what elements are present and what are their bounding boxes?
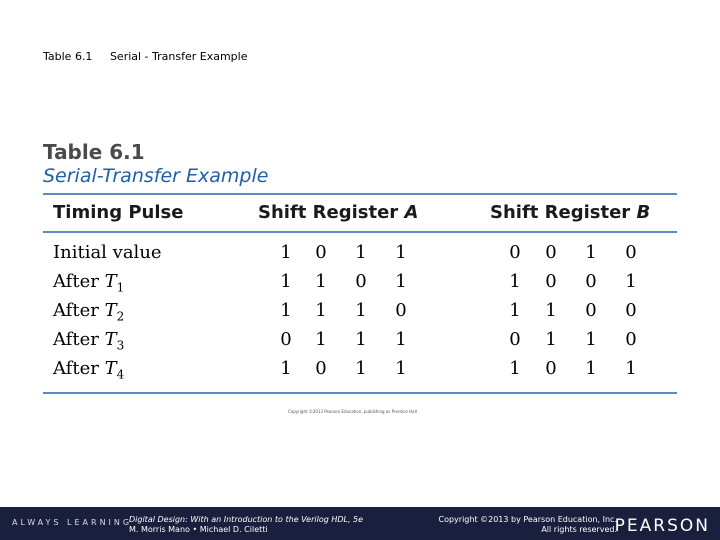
- row-label-text: After: [53, 329, 105, 350]
- row-label: [53, 242, 162, 263]
- row-label-var: T: [104, 358, 117, 379]
- header-a-var: A: [404, 202, 419, 223]
- row-label: [53, 358, 124, 382]
- register-a-bit: 1: [395, 329, 407, 350]
- register-a-bit: 1: [355, 300, 367, 321]
- register-a-bit: 0: [395, 300, 407, 321]
- register-a-bit: 1: [395, 358, 407, 379]
- book-title: Digital Design: With an Introduction to the Verilog HDL, 5e: [129, 515, 364, 524]
- register-b-bit: 0: [509, 242, 521, 263]
- slide-title: [43, 50, 247, 63]
- always-learning-text: ALWAYS LEARNING: [12, 518, 133, 527]
- register-b-bit: 0: [545, 242, 557, 263]
- row-label-text: After: [53, 271, 105, 292]
- register-a-bit: 0: [280, 329, 292, 350]
- row-label-sub: 4: [116, 367, 125, 382]
- row-label-var: T: [104, 271, 117, 292]
- register-a-bit: 1: [280, 358, 292, 379]
- table-label: Table 6.1: [43, 140, 145, 164]
- slide-title-text: Serial - Transfer Example: [109, 50, 248, 63]
- register-b-bit: 1: [585, 242, 597, 263]
- pearson-logo: PEARSON: [614, 516, 710, 536]
- header-b-var: B: [636, 202, 651, 223]
- copyright-block: [438, 515, 617, 535]
- register-b-bit: 1: [585, 358, 597, 379]
- header-shift-register-a: [258, 202, 418, 223]
- copyright-line: Copyright ©2013 by Pearson Education, Inc.: [438, 515, 617, 524]
- book-info: [129, 515, 363, 535]
- register-b-bit: 1: [509, 271, 521, 292]
- register-a-bit: 1: [315, 300, 327, 321]
- row-label: [53, 271, 124, 295]
- register-b-bit: 0: [585, 300, 597, 321]
- register-b-bit: 1: [625, 271, 637, 292]
- row-label-sub: 1: [116, 280, 125, 295]
- small-copyright: Copyright ©2013 Pearson Education, publishing as Prentice Hall: [288, 409, 417, 414]
- book-authors: M. Morris Mano • Michael D. Ciletti: [129, 525, 268, 534]
- register-a-bit: 0: [315, 358, 327, 379]
- register-b-bit: 1: [585, 329, 597, 350]
- row-label-text: Initial value: [53, 242, 162, 263]
- row-label-sub: 3: [116, 338, 125, 353]
- table-header-rule: [43, 231, 677, 233]
- register-b-bit: 0: [625, 242, 637, 263]
- register-a-bit: 1: [280, 300, 292, 321]
- header-shift-register-b: [490, 202, 650, 223]
- table-top-rule: [43, 193, 677, 195]
- row-label-sub: 2: [116, 309, 125, 324]
- table-bottom-rule: [43, 392, 677, 394]
- register-a-bit: 1: [355, 329, 367, 350]
- register-b-bit: 1: [509, 358, 521, 379]
- register-a-bit: 1: [355, 358, 367, 379]
- slide-title-number: Table 6.1: [43, 50, 93, 63]
- register-b-bit: 0: [625, 329, 637, 350]
- row-label-text: After: [53, 358, 105, 379]
- register-b-bit: 1: [545, 329, 557, 350]
- row-label-var: T: [104, 329, 117, 350]
- register-a-bit: 0: [315, 242, 327, 263]
- register-a-bit: 1: [315, 271, 327, 292]
- register-b-bit: 0: [545, 271, 557, 292]
- row-label: [53, 329, 124, 353]
- register-b-bit: 1: [545, 300, 557, 321]
- header-timing-pulse: Timing Pulse: [53, 202, 184, 223]
- register-b-bit: 1: [509, 300, 521, 321]
- register-a-bit: 1: [395, 242, 407, 263]
- register-b-bit: 0: [509, 329, 521, 350]
- register-a-bit: 1: [280, 271, 292, 292]
- rights-line: All rights reserved.: [541, 525, 617, 534]
- register-b-bit: 1: [625, 358, 637, 379]
- register-b-bit: 0: [585, 271, 597, 292]
- register-a-bit: 0: [355, 271, 367, 292]
- register-a-bit: 1: [395, 271, 407, 292]
- row-label: [53, 300, 124, 324]
- register-b-bit: 0: [545, 358, 557, 379]
- row-label-text: After: [53, 300, 105, 321]
- table-caption: Serial-Transfer Example: [43, 165, 269, 187]
- register-a-bit: 1: [315, 329, 327, 350]
- table-heading: [43, 140, 268, 188]
- header-b-prefix: Shift Register: [490, 202, 637, 223]
- register-a-bit: 1: [355, 242, 367, 263]
- header-a-prefix: Shift Register: [258, 202, 405, 223]
- footer-bar: [0, 507, 720, 540]
- register-b-bit: 0: [625, 300, 637, 321]
- register-a-bit: 1: [280, 242, 292, 263]
- row-label-var: T: [104, 300, 117, 321]
